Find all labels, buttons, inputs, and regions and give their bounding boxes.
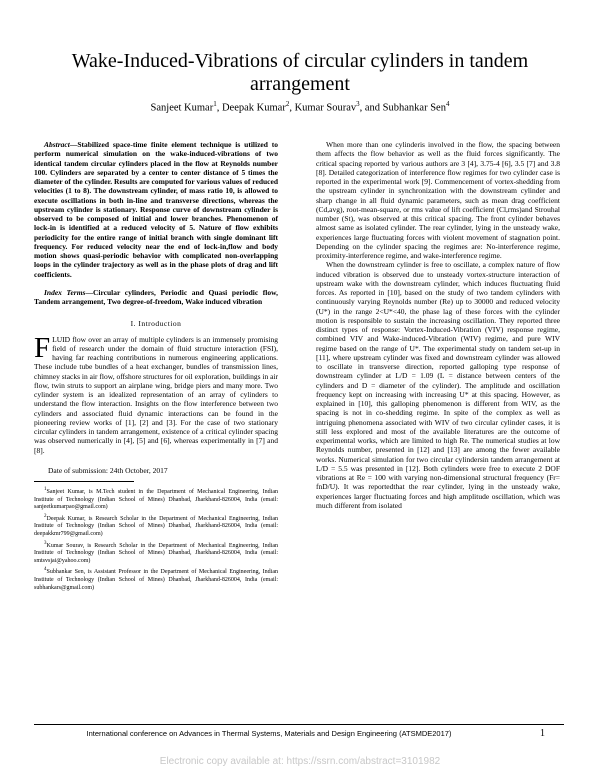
drop-cap: F <box>34 331 51 364</box>
footnote-divider <box>34 481 134 482</box>
footnote-marker: 3 <box>44 540 47 546</box>
footnote <box>34 513 278 539</box>
author-list: Sanjeet Kumar$^1$, Deepak Kumar$^2$, Kumar Sourav$^3$, and Subhankar Sen$^4$ <box>150 100 450 114</box>
index-terms <box>34 288 278 307</box>
author-name: Sanjeet Kumar <box>150 102 214 114</box>
author-affiliation-marker: 2 <box>285 100 290 108</box>
footnote <box>34 540 278 566</box>
abstract-text: Stabilized space-time finite element technique is utilized to perform numerical simulation on the wake-induced-vibrations of two identical tandem circular cylinders placed in the flow at Reynolds number 100. Cylinders are separated by a center to center distance of 5 times the diameter of the cylinder. Results are computed for various values of reduced velocities (1 to 8). The downstream cylinder, of mass ratio 10, is allowed to execute oscillations in both in-line and transverse directions, whereas the upstream cylinder is stationary. Response curve of downstream cylinder is observed to be composed of initial and lower branches. Phenomenon of lock-in is identified at a reduced velocity of 5. Nature of flow exhibits periodicity for the entire range of initial branch with single dominant lift frequency. For reduced velocity near the end of lock-in,flow and body motion shows quasi-periodic behavior with complicated non-overlapping loops in the cylinder trajectory as well as in the phase plots of drag and lift coefficients. <box>34 140 278 279</box>
ssrn-watermark: Electronic copy available at: https://ssrn.com/abstract=3101982 <box>159 756 441 767</box>
page-number: 1 <box>540 728 545 739</box>
conference-footer: International conference on Advances in Thermal Systems, Materials and Design Engineering (ATSMDE2017) <box>86 729 452 738</box>
paper-title: Wake-Induced-Vibrations of circular cylinders in tandem arrangement <box>71 50 529 95</box>
section-heading-introduction: I. Introduction <box>130 319 182 329</box>
footnote <box>34 486 278 512</box>
author-affiliation-marker: 3 <box>356 100 360 108</box>
author-affiliation-marker: 4 <box>445 100 450 108</box>
body-paragraph: When more than one cylinderis involved in the flow, the spacing between them affects the flow behavior as well as the fluid forces significantly. The critical spacing reported by various authors are 3 [4], 3.75-4 [6], 3.5 [7] and 3.8 [8]. Detailed categorization of interference flow regimes for two cylinder case is reported in the experimental work [9]. Commencement of vortex-shedding from the upstream cylinder in synchronization with the downstream cylinder and sharp change in all fluid dynamic parameters, such as mean drag coefficient (Cd,avg), root-mean-square, or rms value of lift coefficient (Cl,rms)and Strouhal number (St), was observed at this critical spacing. The front cylinder behaves almost same as isolated cylinder. The rear cylinder, lying in the unsteady wake, experiences large fluctuating forces with violent movement of stagnation point. Depending on the cylinder spacing the regimes are: No-interference regime, proximity-interference regime, and wake-interference regime. <box>316 140 560 260</box>
submission-date: Date of submission: 24th October, 2017 <box>48 465 168 475</box>
footer-divider <box>34 724 564 725</box>
footnote-marker: 1 <box>44 487 47 492</box>
footnote-text: Kumar Sourav, is Research Scholar in the Department of Mechanical Engineering, Indian Institute of Technology (Indian School of Mines) Dhanbad, Jharkhand-826004, India (email: smtsvsjai@yahoo.com) <box>34 542 278 564</box>
left-column <box>34 140 278 593</box>
footnote <box>34 566 278 592</box>
footnote-marker: 2 <box>44 513 47 519</box>
footnote-marker: 4 <box>44 567 47 573</box>
author-affiliation-marker: 1 <box>213 100 217 108</box>
author-name: Deepak Kumar <box>221 102 286 114</box>
footnote-text: Deepak Kumar, is Research Scholar in the Department of Mechanical Engineering, Indian Institute of Technology (Indian School of Mines) Dhanbad, Jharkhand-826004, India (email: deepakkmr799@gmail.com) <box>34 515 278 537</box>
index-terms-text: Circular cylinders, Periodic and Quasi periodic flow, Tandem arrangement, Two degree-of-freedom, Wake induced vibration <box>34 287 278 306</box>
intro-text: LUID flow over an array of multiple cylinders is an immensely promising field of research under the domain of fluid structure interaction (FSI), having far reaching contributions in numerous engineering applications. These include tube bundles of a heat exchanger, bundles of transmission lines, chimney stacks in air flow, offshore structures for oil exploration, buildings in air flow, twin struts to support an airplane wing, bridge piers and many more. Two cylinder system is an idealized representation of an array of cylinders to understand the flow interaction. Insights on the flow interference between two cylinders and associated fluid dynamic interactions can be found in the pioneering review works of [1], [2] and [3]. For the case of two stationary circular cylinders in tandem arrangement, existence of a critical cylinder spacing was observed numerically in [4], [5] and [6], whereas experimentally in [7] and [8]. <box>34 334 278 455</box>
index-terms-lead: Index Terms— <box>44 287 93 297</box>
footnote-text: Sanjeet Kumar, is M.Tech student in the Department of Mechanical Engineering, Indian Institute of Technology (Indian School of Mines) Dhanbad, Jharkhand-826004, India (email: sanjeetkumarpao@gmail.com) <box>34 489 278 511</box>
right-column <box>316 140 560 510</box>
body-paragraph: When the downstream cylinder is free to oscillate, a complex nature of flow induced vibration is observed due to unsteady vortex-structure interaction of upstream wake with the downstream cylinder, which induces fluctuating fluid forces. As reported in [10], based on the study of two tandem cylinders with continuously varying Reynolds number (Re) up to 30000 and reduced velocity (U*) in the range 2<U*<40, the phase lag of these forces with the cylinder motion is responsible to sustain the increasing oscillation. They reported three distinct types of response: Vortex-Induced-Vibration (VIV) response regime, combined VIV and Wake-induced-Vibration (WIV) regime, and pure WIV regime based on the range of U*. The experimental study on tandem set-up in [11], where upstream cylinder was fixed and downstream cylinder was allowed to oscillate in transverse direction, reported galloping type response of downstream cylinder at L/D = 1.09 (L = distance between centers of the cylinders and D = diameter of the cylinder). The amplitude and oscillation frequency kept on increasing with increasing U* at this spacing. However, as explained in [10], this galloping phenomenon is different from WIV, as the spacing is not in co-shedding regime. In spite of the complex as well as intriguing phenomena associated with WIV of two circular cylinder cases, it is still less explored and most of the available literatures are the outcome of experimental works, which are limited to high Re. The numerical studies at low Reynolds number, presented in [12] and [13] are among the fewer available works. Numerical simulation for two circular cylindersin tandem arrangement at L/D = 5.5 was presented in [12]. Both cylinders were free to execute 2 DOF vibrations at Re = 100 with varying non-dimensional structural frequency (Fr= fnD/U). It was reportedthat the rear cylinder, lying in the unsteady wake, experiences larger fluctuating forces and high amplitude oscillation, which was much different from isolated <box>316 260 560 510</box>
intro-paragraph <box>34 331 278 455</box>
abstract-lead: Abstract— <box>44 140 78 149</box>
author-name: Kumar Sourav <box>294 102 357 114</box>
author-name: Subhankar Sen <box>382 102 446 114</box>
footnote-text: Subhankar Sen, is Assistant Professor in the Department of Mechanical Engineering, Indian Institute of Technology (Indian School of Mines) Dhanbad, Jharkhand-826004, India (email: subhankars@gmail.com) <box>34 569 278 591</box>
abstract <box>34 140 278 279</box>
